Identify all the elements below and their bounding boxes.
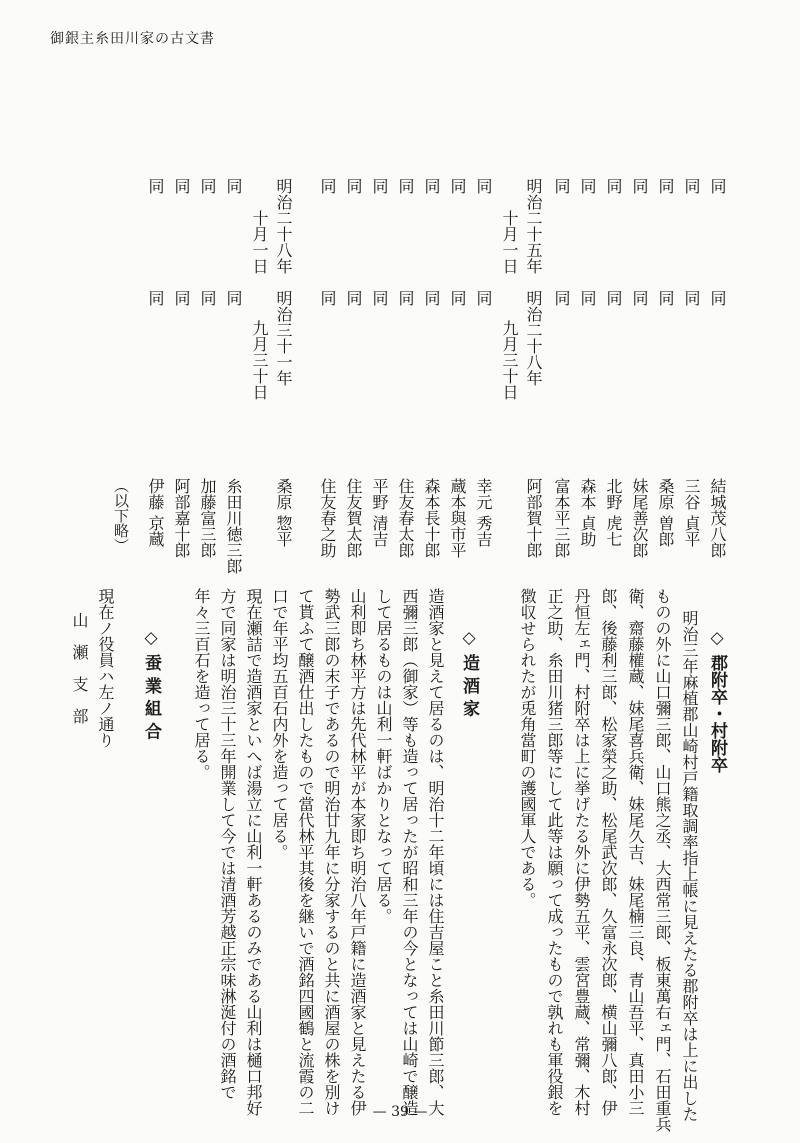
body-line: ものの外に山口彌三郎、山口熊之丞、大西常三郎、板東萬右ェ門、石田重兵 [653,588,672,1132]
body-line: 山 瀬 支 部 [70,612,89,724]
body-line: 造酒家と見えて居るのは、明治十二年頃には住吉屋こと糸田川節三郎、大 [426,588,445,1116]
roster-term-date: 九月三十日 [500,320,519,400]
roster-role: 同 [578,178,597,194]
roster-term: 同 [448,290,467,306]
body-line: 西彌三郎（御家）等も造って居ったが昭和三年の今となっては山崎で醸造 [400,588,419,1116]
body-line: 郎、後藤利三郎、松家榮之助、松尾武次郎、久富永次郎、横山彌八郎、伊 [599,588,618,1116]
roster-term-date: 九月三十日 [250,320,269,400]
roster-name: 阿部賀十郎 [524,478,543,558]
roster-name: 桑原 惣平 [274,478,293,548]
roster-role: 同 [604,178,623,194]
roster-name: 蔵本與市平 [448,478,467,558]
roster-term: 明治三十一年 [274,290,293,386]
roster-term: 同 [198,290,217,306]
body-line: 年々三百石を造って居る。 [192,588,211,780]
roster-note: （以下略） [112,478,130,553]
roster-name: 阿部嘉十郎 [172,478,191,558]
roster-role: 同 [318,178,337,194]
running-header: 御銀主糸田川家の古文書 [50,31,215,47]
roster-role: 同 [656,178,675,194]
roster-name: 幸元 秀吉 [474,478,493,548]
body-line: 正之助、糸田川猪三郎等にして此等は願って成ったもので孰れも軍役銀を [545,588,564,1116]
page-number: — 39 — [372,1104,428,1120]
roster-role: 同 [552,178,571,194]
roster-name: 住友賀太郎 [344,478,363,558]
roster-role-date: 十月一日 [500,210,519,274]
roster-role: 明治二十八年 [274,178,293,274]
roster-term: 同 [656,290,675,306]
roster-name: 森本長十郎 [422,478,441,558]
roster-role: 同 [708,178,727,194]
roster-role: 同 [422,178,441,194]
roster-term: 明治二十八年 [524,290,543,386]
roster-term: 同 [474,290,493,306]
roster-role: 同 [396,178,415,194]
roster-name: 富本平三郎 [552,478,571,558]
roster-role: 同 [630,178,649,194]
roster-name: 住友春太郎 [396,478,415,558]
roster-role: 同 [682,178,701,194]
roster-term: 同 [396,290,415,306]
roster-term: 同 [552,290,571,306]
roster-name: 結城茂八郎 [708,478,727,558]
roster-name: 糸田川徳三郎 [224,478,243,574]
roster-name: 森本 貞助 [578,478,597,548]
body-line: 現在ノ役員ハ左ノ通り [96,588,115,748]
roster-role: 同 [344,178,363,194]
section-heading: ◇ 造 酒 家 [459,628,479,717]
roster-name: 桑原 曽郎 [656,478,675,548]
section-heading: ◇ 蚕 業 組 合 [141,628,161,740]
roster-role: 同 [172,178,191,194]
roster-role: 同 [448,178,467,194]
roster-name: 三谷 貞平 [682,478,701,548]
roster-term: 同 [318,290,337,306]
roster-term: 同 [682,290,701,306]
roster-name: 平野 清吉 [370,478,389,548]
body-line: 口で年平均五百石内外を造って居る。 [270,588,289,860]
body-line: して居るものは山利一軒ばかりとなって居る。 [374,588,393,924]
roster-role: 同 [146,178,165,194]
roster-name: 加藤富三郎 [198,478,217,558]
roster-term: 同 [370,290,389,306]
roster-term: 同 [172,290,191,306]
roster-name: 北野 虎七 [604,478,623,548]
body-line: 丹恒左ェ門、村附卒は上に挙げたる外に伊勢五平、雲宮豊蔵、常彌、木村 [572,588,591,1116]
roster-role: 同 [224,178,243,194]
body-line: 明治三年麻植郡山崎村戸籍取調率指上帳に見えたる郡附卒は上に出した [680,610,699,1122]
roster-term: 同 [578,290,597,306]
body-line: 方で同家は明治三十三年開業して今では清酒芳越正宗味淋涎付の酒銘で [218,588,237,1100]
roster-term: 同 [604,290,623,306]
body-line: 山利即ち林平方は先代林平が本家即ち明治八年戸籍に造酒家と見えたる伊 [348,588,367,1116]
roster-role-date: 十月一日 [250,210,269,274]
roster-term: 同 [422,290,441,306]
roster-term: 同 [630,290,649,306]
section-heading: ◇ 郡附卒・村附卒 [707,628,727,773]
body-line: 勢武三郎の末子であるので明治廿九年に分家するのと共に酒屋の株を別け [322,588,341,1116]
body-line: 衛、齋藤權蔵、妹尾喜兵衛、妹尾久吉、妹尾楠三良、青山吾平、真田小三 [626,588,645,1116]
roster-role: 同 [198,178,217,194]
roster-name: 妹尾善次郎 [630,478,649,558]
roster-name: 伊藤 京蔵 [146,478,165,548]
body-line: 現在瀬詰で造酒家といへば湯立に山利一軒あるのみである山利は樋口邦好 [244,588,263,1116]
roster-role: 同 [474,178,493,194]
roster-term: 同 [708,290,727,306]
roster-term: 同 [146,290,165,306]
body-line: て貰ふて醸酒仕出したもので當代林平其後を継いで酒銘四國鶴と流霞の二 [296,588,315,1116]
roster-term: 同 [224,290,243,306]
roster-name: 住友春之助 [318,478,337,558]
body-line: 徴収せられたが兎角當町の護國軍人である。 [518,588,537,908]
roster-role: 明治二十五年 [524,178,543,274]
roster-role: 同 [370,178,389,194]
roster-term: 同 [344,290,363,306]
